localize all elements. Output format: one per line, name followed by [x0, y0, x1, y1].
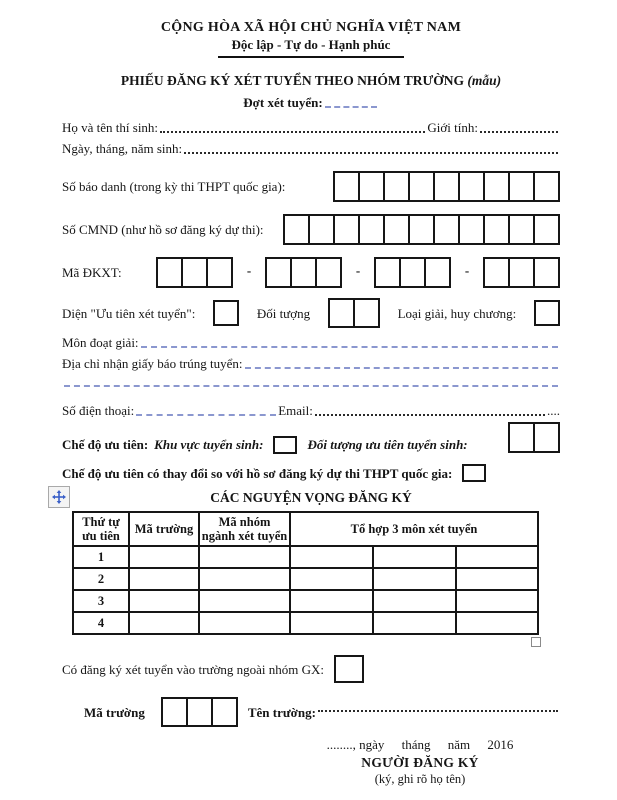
priority-order-cell: 4 — [73, 612, 129, 634]
address-row — [62, 355, 560, 372]
header-subject-combination: Tổ hợp 3 môn xét tuyển — [290, 512, 538, 546]
digit-box[interactable] — [508, 422, 535, 453]
subject-2-cell[interactable] — [373, 590, 456, 612]
digit-box[interactable] — [374, 257, 401, 288]
award-subject-row — [62, 334, 560, 351]
school-code-label: Mã trường — [84, 704, 145, 720]
signature-date-words: ngày tháng năm 2016 — [359, 737, 514, 752]
admission-round-row — [62, 95, 560, 111]
digit-box[interactable] — [283, 214, 310, 245]
major-group-cell[interactable] — [199, 568, 290, 590]
address-blank — [245, 366, 558, 369]
digit-box[interactable] — [399, 257, 426, 288]
digit-box[interactable] — [508, 171, 535, 202]
gender-blank — [480, 130, 558, 133]
dob-blank — [184, 151, 558, 154]
dkxt-separator-3: - — [464, 263, 470, 278]
digit-box[interactable] — [315, 257, 342, 288]
award-subject-blank — [141, 345, 558, 348]
priority-object-label: Đối tượng ưu tiên tuyển sinh: — [307, 437, 468, 452]
digit-box[interactable] — [424, 257, 451, 288]
contact-row — [62, 402, 560, 419]
priority-change-row — [62, 464, 560, 482]
school-name-label: Tên trường: — [247, 704, 316, 720]
dob-row — [62, 140, 560, 157]
priority-order-cell: 3 — [73, 590, 129, 612]
exam-id-row — [62, 171, 560, 202]
major-group-cell[interactable] — [199, 546, 290, 568]
digit-box[interactable] — [265, 257, 292, 288]
name-row — [62, 119, 560, 136]
priority-change-checkbox[interactable] — [462, 464, 486, 482]
document-title-text: PHIẾU ĐĂNG KÝ XÉT TUYỂN THEO NHÓM TRƯỜNG — [120, 73, 465, 88]
subject-1-cell[interactable] — [290, 612, 373, 634]
digit-box[interactable] — [483, 214, 510, 245]
subject-2-cell[interactable] — [373, 546, 456, 568]
digit-box[interactable] — [358, 214, 385, 245]
digit-box[interactable] — [483, 171, 510, 202]
digit-box[interactable] — [290, 257, 317, 288]
school-code-cell[interactable] — [129, 568, 199, 590]
subject-1-cell[interactable] — [290, 568, 373, 590]
digit-box[interactable] — [161, 697, 188, 727]
gender-label: Giới tính: — [427, 120, 478, 135]
major-group-cell[interactable] — [199, 590, 290, 612]
digit-box[interactable] — [308, 214, 335, 245]
admission-round-label: Đợt xét tuyển: — [243, 95, 323, 110]
digit-box[interactable] — [508, 257, 535, 288]
table-row — [73, 612, 538, 634]
priority-type-label: Diện "Ưu tiên xét tuyển": — [62, 305, 196, 321]
dkxt-group-4[interactable] — [483, 257, 560, 288]
school-code-cell[interactable] — [129, 590, 199, 612]
priority-regime-label: Chế độ ưu tiên: — [62, 437, 149, 452]
digit-box[interactable] — [383, 214, 410, 245]
address-label: Địa chỉ nhận giấy báo trúng tuyển: — [62, 356, 243, 371]
digit-box[interactable] — [533, 214, 560, 245]
wishes-table — [72, 511, 539, 635]
wishes-section-title: CÁC NGUYỆN VỌNG ĐĂNG KÝ — [210, 490, 412, 505]
object-boxes[interactable] — [328, 298, 380, 328]
digit-box[interactable] — [186, 697, 213, 727]
digit-box[interactable] — [458, 171, 485, 202]
email-label: Email: — [278, 403, 313, 418]
digit-box[interactable] — [353, 298, 380, 328]
dkxt-code-row — [62, 257, 560, 288]
document-title — [62, 73, 560, 89]
subject-2-cell[interactable] — [373, 612, 456, 634]
full-name-blank — [160, 130, 425, 133]
digit-box[interactable] — [211, 697, 238, 727]
digit-box[interactable] — [533, 171, 560, 202]
address-continuation-blank — [64, 384, 558, 387]
digit-box[interactable] — [533, 257, 560, 288]
email-blank — [315, 413, 545, 416]
dob-label: Ngày, tháng, năm sinh: — [62, 141, 183, 156]
award-subject-label: Môn đoạt giải: — [62, 335, 139, 350]
award-label: Loại giải, huy chương: — [397, 305, 517, 321]
priority-object-boxes[interactable] — [508, 422, 560, 453]
outside-group-label: Có đăng ký xét tuyển vào trường ngoài nhóm GX: — [62, 661, 324, 677]
dkxt-group-1[interactable] — [156, 257, 233, 288]
full-name-label: Họ và tên thí sinh: — [62, 120, 159, 135]
digit-box[interactable] — [408, 214, 435, 245]
digit-box[interactable] — [358, 171, 385, 202]
school-code-cell[interactable] — [129, 612, 199, 634]
subject-2-cell[interactable] — [373, 568, 456, 590]
digit-box[interactable] — [206, 257, 233, 288]
table-resize-handle[interactable] — [531, 637, 541, 647]
admission-round-blank — [325, 105, 377, 108]
national-motto-line1: CỘNG HÒA XÃ HỘI CHỦ NGHĨA VIỆT NAM — [160, 20, 462, 35]
digit-box[interactable] — [181, 257, 208, 288]
outside-group-row — [62, 655, 560, 683]
wishes-table-container — [72, 511, 537, 635]
priority-order-cell: 1 — [73, 546, 129, 568]
award-checkbox[interactable] — [534, 300, 560, 326]
signature-block — [310, 737, 530, 787]
digit-box[interactable] — [458, 214, 485, 245]
table-row — [73, 568, 538, 590]
exam-id-label: Số báo danh (trong kỳ thi THPT quốc gia): — [62, 179, 286, 194]
table-row — [73, 590, 538, 612]
priority-regime-row — [62, 429, 560, 460]
outside-group-checkbox[interactable] — [334, 655, 364, 683]
national-id-label: Số CMND (như hồ sơ đăng ký dự thi): — [62, 222, 264, 237]
digit-box[interactable] — [333, 214, 360, 245]
dkxt-code-boxes — [156, 257, 560, 288]
digit-box[interactable] — [508, 214, 535, 245]
signature-date-line — [310, 737, 530, 753]
national-id-digit-boxes[interactable] — [283, 214, 560, 245]
dkxt-separator-2: - — [355, 263, 361, 278]
phone-label: Số điện thoại: — [62, 403, 135, 418]
digit-box[interactable] — [433, 214, 460, 245]
priority-type-checkbox[interactable] — [213, 300, 239, 326]
priority-order-cell: 2 — [73, 568, 129, 590]
school-code-boxes[interactable] — [161, 697, 238, 727]
table-move-handle[interactable] — [48, 486, 70, 508]
wishes-table-header-row — [73, 512, 538, 546]
object-label: Đối tượng — [256, 305, 311, 321]
digit-box[interactable] — [383, 171, 410, 202]
digit-box[interactable] — [156, 257, 183, 288]
subject-1-cell[interactable] — [290, 590, 373, 612]
digit-box[interactable] — [328, 298, 355, 328]
digit-box[interactable] — [533, 422, 560, 453]
digit-box[interactable] — [483, 257, 510, 288]
national-motto-line2: Độc lập - Tự do - Hạnh phúc — [231, 37, 391, 52]
subject-3-cell[interactable] — [456, 568, 538, 590]
exam-id-digit-boxes[interactable] — [333, 171, 560, 202]
school-name-blank — [318, 709, 558, 712]
school-code-cell[interactable] — [129, 546, 199, 568]
move-arrows-icon — [52, 490, 66, 504]
subject-1-cell[interactable] — [290, 546, 373, 568]
priority-category-row — [62, 298, 560, 328]
priority-change-label: Chế độ ưu tiên có thay đổi so với hồ sơ đăng ký dự thi THPT quốc gia: — [62, 465, 453, 481]
header-school-code: Mã trường — [129, 512, 199, 546]
admission-area-checkbox[interactable] — [273, 436, 297, 454]
header-major-group-code: Mã nhóm ngành xét tuyển — [199, 512, 290, 546]
subject-3-cell[interactable] — [456, 590, 538, 612]
phone-blank — [136, 413, 276, 416]
subject-3-cell[interactable] — [456, 612, 538, 634]
address-continuation-row — [62, 384, 560, 390]
signer-title: NGƯỜI ĐĂNG KÝ — [361, 755, 479, 770]
email-trailing-dots: .... — [547, 403, 560, 418]
major-group-cell[interactable] — [199, 612, 290, 634]
digit-box[interactable] — [333, 171, 360, 202]
motto-underline — [218, 56, 404, 58]
digit-box[interactable] — [433, 171, 460, 202]
dkxt-code-label: Mã ĐKXT: — [62, 265, 122, 280]
subject-3-cell[interactable] — [456, 546, 538, 568]
table-row — [73, 546, 538, 568]
signature-place-blank: ........, — [326, 737, 356, 752]
dkxt-separator-1: - — [246, 263, 252, 278]
header-priority-order: Thứ tự ưu tiên — [73, 512, 129, 546]
signer-note: (ký, ghi rõ họ tên) — [374, 772, 466, 786]
document-title-suffix: (mẫu) — [467, 73, 502, 88]
dkxt-group-3[interactable] — [374, 257, 451, 288]
admission-area-label: Khu vực tuyển sinh: — [154, 437, 264, 452]
dkxt-group-2[interactable] — [265, 257, 342, 288]
digit-box[interactable] — [408, 171, 435, 202]
school-row — [62, 697, 560, 727]
national-id-row — [62, 214, 560, 245]
